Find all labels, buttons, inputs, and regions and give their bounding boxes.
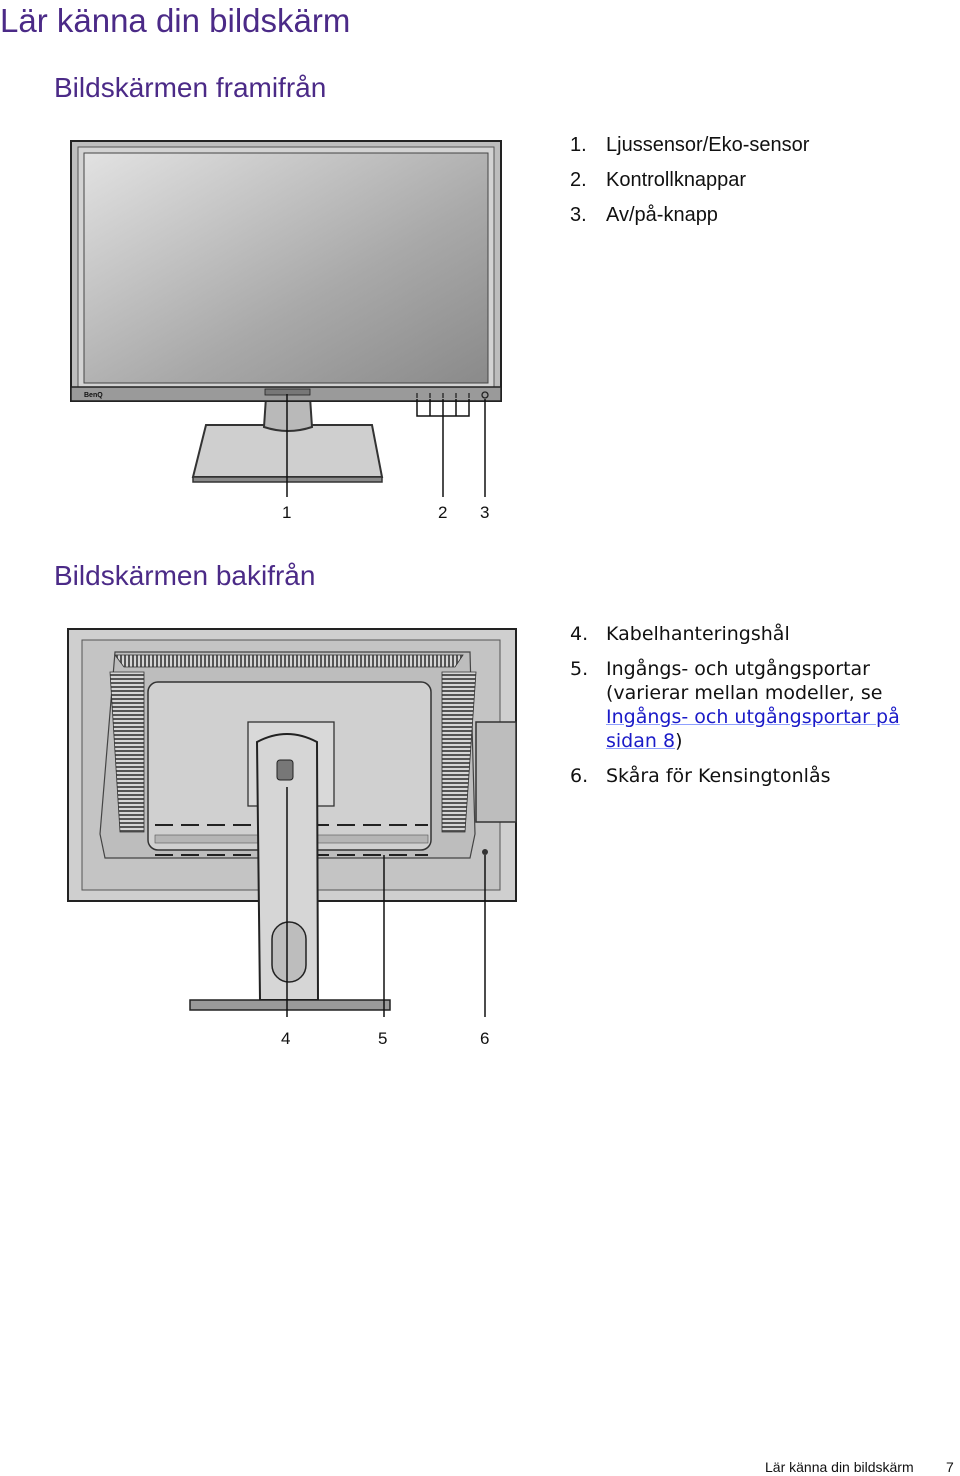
cable-hole-icon: [272, 922, 306, 982]
back-parts-list: [570, 622, 910, 799]
callout-5: 5: [378, 1029, 388, 1048]
front-heading: Bildskärmen framifrån: [54, 72, 327, 103]
page-title: Lär känna din bildskärm: [0, 2, 351, 39]
list-item: 1. Ljussensor/Eko-sensor: [570, 134, 810, 156]
list-item: 5. Ingångs- och utgångsportar (varierar mellan modeller, se Ingångs- och utgångsportar på sidan 8): [570, 658, 900, 752]
front-parts-list: [570, 132, 809, 237]
list-item: 6. Skåra för Kensingtonlås: [570, 765, 831, 787]
benq-logo: BenQ: [84, 392, 103, 399]
back-heading: Bildskärmen bakifrån: [54, 560, 316, 591]
ports-page-link[interactable]: Ingångs- och utgångsportar på sidan 8: [606, 706, 900, 752]
list-item: 4. Kabelhanteringshål: [570, 623, 790, 645]
monitor-front-illustration: [60, 135, 510, 530]
footer-chapter: Lär känna din bildskärm: [765, 1459, 914, 1475]
page-number: 7: [946, 1459, 954, 1475]
callout-6: 6: [480, 1029, 490, 1048]
monitor-back-illustration: [60, 622, 530, 1057]
callout-1: 1: [282, 503, 292, 522]
kensington-slot-icon: [482, 849, 488, 855]
callout-2: 2: [438, 503, 448, 522]
list-item: 3. Av/på-knapp: [570, 204, 718, 226]
callout-3: 3: [480, 503, 490, 522]
list-item: 2. Kontrollknappar: [570, 169, 747, 191]
callout-4: 4: [281, 1029, 291, 1048]
